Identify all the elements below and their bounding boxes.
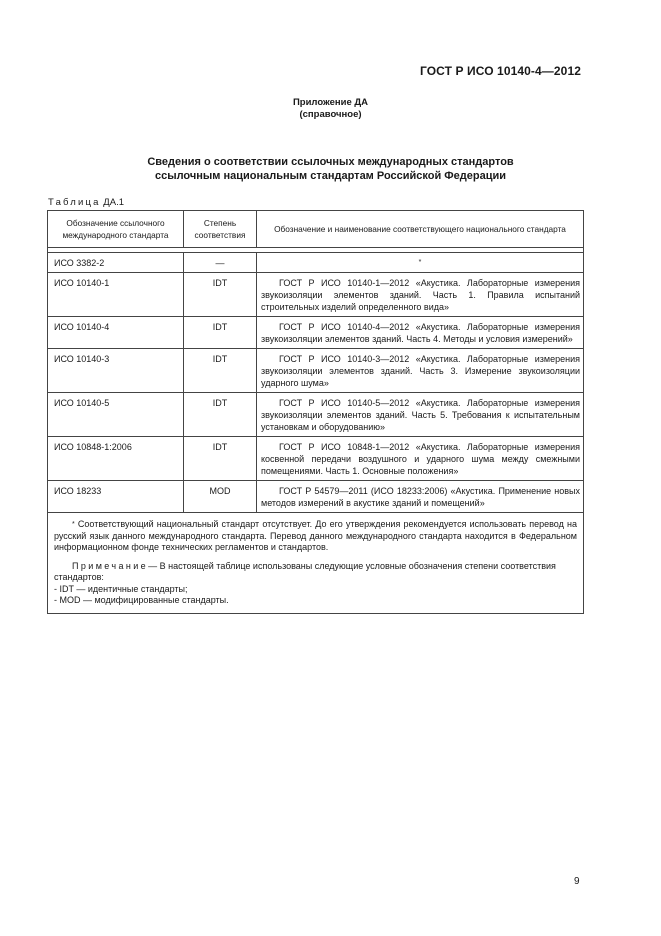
table-footer xyxy=(48,513,584,614)
page-number: 9 xyxy=(574,876,580,887)
section-title xyxy=(0,155,661,183)
table-note xyxy=(54,561,577,607)
table-row xyxy=(48,437,584,481)
section-title-line-2: ссылочным национальным стандартам Российской Федерации xyxy=(154,170,507,182)
note-label: Примечание xyxy=(72,560,149,571)
table-row xyxy=(48,273,584,317)
table-row xyxy=(48,253,584,273)
cell-degree: IDT xyxy=(184,273,257,317)
column-header-degree: Степень соответствия xyxy=(184,211,257,248)
cell-degree: IDT xyxy=(184,349,257,393)
column-header-national: Обозначение и наименование соответствующего национального стандарта xyxy=(257,211,584,248)
table-caption-number: ДА.1 xyxy=(103,197,124,208)
cell-reference: ИСО 10140-1 xyxy=(48,273,184,317)
cell-national: ГОСТ Р ИСО 10140-4—2012 «Акустика. Лабораторные измерения звукоизоляции элементов зданий. Часть 4. Методы и условия измерений» xyxy=(257,317,584,349)
table-caption xyxy=(48,197,124,208)
table-row xyxy=(48,481,584,513)
table-row xyxy=(48,317,584,349)
cell-reference: ИСО 10140-5 xyxy=(48,393,184,437)
cell-degree: IDT xyxy=(184,317,257,349)
table-caption-word: Таблица xyxy=(48,197,101,208)
cell-national xyxy=(257,253,584,273)
footnote-text: Соответствующий национальный стандарт отсутствует. До его утверждения рекомендуется использовать перевод на русский язык данного международного стандарта. Перевод данного международного стандарта находится в Федеральном информационном фонде технических регламентов и стандартов. xyxy=(54,519,577,552)
table-row xyxy=(48,393,584,437)
cell-reference: ИСО 3382-2 xyxy=(48,253,184,273)
cell-degree: — xyxy=(184,253,257,273)
document-code: ГОСТ Р ИСО 10140-4—2012 xyxy=(419,64,581,78)
appendix-title: Приложение ДА xyxy=(292,97,369,108)
cell-national: ГОСТ Р ИСО 10140-3—2012 «Акустика. Лабораторные измерения звукоизоляции элементов зданий. Часть 3. Измерение звукоизоляции ударного шума» xyxy=(257,349,584,393)
footnote-marker: * xyxy=(418,259,422,266)
table-header-row xyxy=(48,211,584,248)
cell-degree: IDT xyxy=(184,437,257,481)
cell-national: ГОСТ Р 54579—2011 (ИСО 18233:2006) «Акустика. Применение новых методов измерений в акустике зданий и помещений» xyxy=(257,481,584,513)
cell-reference: ИСО 18233 xyxy=(48,481,184,513)
note-item-mod: - MOD — модифицированные стандарты. xyxy=(54,595,229,605)
cell-reference: ИСО 10140-4 xyxy=(48,317,184,349)
correspondence-table xyxy=(47,210,584,614)
cell-national: ГОСТ Р ИСО 10140-1—2012 «Акустика. Лабораторные измерения звукоизоляции элементов зданий. Часть 1. Правила испытаний строительных изделий определенного вида» xyxy=(257,273,584,317)
cell-degree: MOD xyxy=(184,481,257,513)
cell-reference: ИСО 10140-3 xyxy=(48,349,184,393)
table-footer-row xyxy=(48,513,584,614)
footnote xyxy=(54,519,577,554)
cell-national: ГОСТ Р ИСО 10848-1—2012 «Акустика. Лабораторные измерения косвенной передачи воздушного и ударного шума между смежными помещениями. Часть 1. Основные положения» xyxy=(257,437,584,481)
note-item-idt: - IDT — идентичные стандарты; xyxy=(54,583,188,594)
appendix-heading xyxy=(0,97,661,121)
table-row xyxy=(48,349,584,393)
cell-national: ГОСТ Р ИСО 10140-5—2012 «Акустика. Лабораторные измерения звукоизоляции элементов зданий. Часть 5. Требования к испытательным установкам и оборудованию» xyxy=(257,393,584,437)
footnote-mark: * xyxy=(72,521,75,528)
note-text: — В настоящей таблице использованы следующие условные обозначения степени соответствия стандартов: xyxy=(54,560,556,582)
cell-reference: ИСО 10848-1:2006 xyxy=(48,437,184,481)
column-header-reference: Обозначение ссылочного международного стандарта xyxy=(48,211,184,248)
appendix-subtitle: (справочное) xyxy=(299,109,362,120)
cell-degree: IDT xyxy=(184,393,257,437)
section-title-line-1: Сведения о соответствии ссылочных международных стандартов xyxy=(147,156,514,168)
